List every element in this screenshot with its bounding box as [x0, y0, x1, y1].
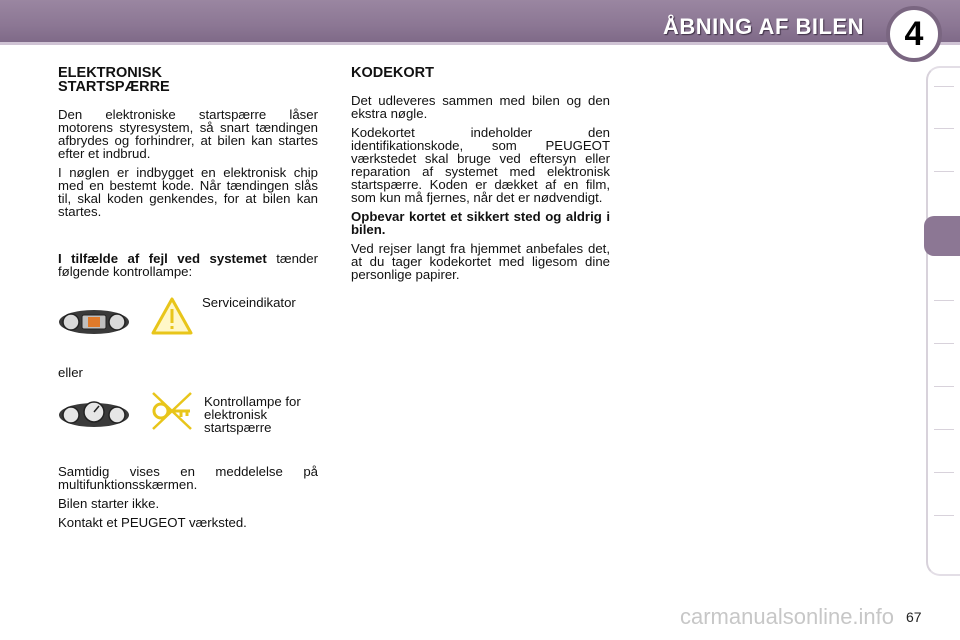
- chapter-tabs: [926, 66, 960, 576]
- chapter-badge: [886, 6, 942, 62]
- immobiliser-para2: I nøglen er indbygget en elektronisk chip med en bestemt kode. Når tændingen slås til, skal koden genkendes, for at bilen kan startes.: [58, 165, 318, 219]
- immobiliser-section: [58, 66, 318, 535]
- or-text: eller: [58, 365, 83, 380]
- tab-divider: [934, 386, 954, 387]
- page-number: 67: [906, 609, 922, 625]
- active-chapter-tab[interactable]: [924, 216, 960, 256]
- code-card-para4: Ved rejser langt fra hjemmet anbefales det, at du tager kodekortet med ligesom dine personlige papirer.: [351, 241, 610, 282]
- fault-rest-text: tænder følgende kontrollampe:: [58, 251, 318, 279]
- code-card-section: [351, 66, 610, 287]
- chapter-title: ÅBNING AF BILEN: [662, 14, 864, 39]
- tab-divider: [934, 429, 954, 430]
- code-card-para3: Opbevar kortet et sikkert sted og aldrig i bilen.: [351, 209, 610, 237]
- service-indicator-label: Serviceindikator: [202, 295, 296, 310]
- page-header: [0, 0, 960, 53]
- warning-triangle-icon: [150, 296, 194, 336]
- tab-divider: [934, 343, 954, 344]
- tab-divider: [934, 300, 954, 301]
- immobiliser-para4: Bilen starter ikke.: [58, 496, 160, 511]
- immobiliser-para1: Den elektroniske startspærre låser motorens styresystem, så snart tændingen afbrydes og forhindrer, at bilen kan startes efter et indbrud.: [58, 107, 318, 161]
- chapter-number: 4: [904, 15, 924, 53]
- immobiliser-heading: [58, 66, 318, 94]
- code-card-heading: KODEKORT: [351, 65, 434, 81]
- immobiliser-heading-line1: ELEKTRONISK: [58, 65, 162, 81]
- code-card-para2: Kodekortet indeholder den identifikationskode, som PEUGEOT værkstedet skal bruge ved eftersyn eller reparation af systemet med elektronisk startspærre. Koden er dækket af en film, som kun må fjernes, når det er nødvendigt.: [351, 125, 610, 205]
- watermark-text: carmanualsonline.info: [680, 604, 895, 629]
- tab-divider: [934, 515, 954, 516]
- immobiliser-para5: Kontakt et PEUGEOT værksted.: [58, 515, 247, 530]
- tab-divider: [934, 128, 954, 129]
- service-indicator-row: [58, 296, 318, 346]
- immobiliser-indicator-label: [204, 395, 301, 434]
- header-divider: [0, 42, 960, 45]
- immobiliser-label-line3: startspærre: [204, 420, 272, 435]
- immobiliser-label-line1: Kontrollampe for: [204, 394, 301, 409]
- immobiliser-label-line2: elektronisk: [204, 407, 268, 422]
- tab-divider: [934, 472, 954, 473]
- immobiliser-para3: Samtidig vises en meddelelse på multifunktionsskærmen.: [58, 464, 318, 492]
- immobiliser-heading-line2: STARTSPÆRRE: [58, 79, 170, 95]
- immobiliser-indicator-row: [58, 393, 318, 439]
- fault-paragraph: [58, 252, 318, 278]
- tab-divider: [934, 86, 954, 87]
- code-card-para1: Det udleveres sammen med bilen og den ekstra nøgle.: [351, 93, 610, 121]
- crossed-key-icon: [148, 387, 196, 435]
- fault-bold-text: I tilfælde af fejl ved systemet: [58, 251, 267, 266]
- tab-divider: [934, 171, 954, 172]
